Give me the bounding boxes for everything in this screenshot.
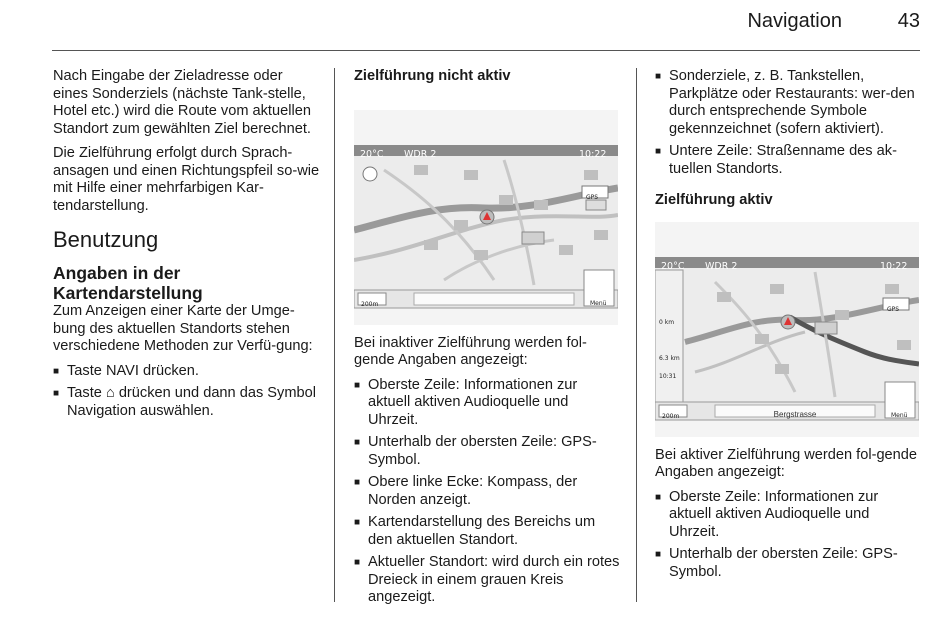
map-screenshot-active bbox=[655, 222, 919, 437]
list-item: ■ Unterhalb der obersten Zeile: GPS- Symbol. bbox=[655, 546, 921, 581]
page-header bbox=[0, 0, 950, 52]
map-screenshot-inactive bbox=[354, 110, 618, 325]
methods-list bbox=[53, 363, 321, 421]
gps-symbol: GPS bbox=[887, 305, 900, 313]
list-item: ■ Unterhalb der obersten Zeile: GPS- Symbol. bbox=[354, 434, 622, 469]
audio-station: WDR 2 bbox=[404, 148, 437, 160]
active-guidance-heading: Zielführung aktiv bbox=[655, 192, 773, 208]
gps-key: GPS bbox=[862, 546, 893, 562]
methods-paragraph: Zum Anzeigen einer Karte der Umge-bung des aktuellen Standorts stehen verschiedene Methoden zur Verfü-gung: bbox=[53, 303, 313, 354]
list-item: ■ Sonderziele, z. B. Tankstellen, Parkplätze oder Restaurants: wer-den durch entsprechende Symbole gekennzeichnet (sofern aktiviert). bbox=[655, 68, 921, 138]
map-graphic bbox=[354, 110, 618, 325]
menu-button: Menü bbox=[590, 299, 607, 307]
column-divider-2 bbox=[636, 68, 637, 602]
column-2 bbox=[354, 68, 622, 612]
list-item: ■ Aktueller Standort: wird durch ein rotes Dreieck in einem grauen Kreis angezeigt. bbox=[354, 554, 622, 607]
list-item: ■ Kartendarstellung des Bereichs um den aktuellen Standort. bbox=[354, 514, 622, 549]
active-intro: Bei aktiver Zielführung werden fol-gende Angaben angezeigt: bbox=[655, 446, 918, 480]
audio-temperature: 20°C bbox=[360, 148, 384, 160]
home-icon: ⌂ bbox=[105, 385, 115, 401]
page-number: 43 bbox=[897, 10, 920, 32]
page-title: Navigation bbox=[747, 10, 842, 32]
remaining-distance: 6.3 km bbox=[659, 354, 680, 362]
navigation-key: Navigation bbox=[67, 402, 136, 419]
guidance-paragraph: Die Zielführung erfolgt durch Sprach-ansagen und einen Richtungspfeil so-wie mit Hilfe einer mehrfarbigen Kar-tendarstellung. bbox=[53, 145, 320, 214]
list-item: ■ Taste ⌂ drücken und dann das Symbol Navigation auswählen. bbox=[53, 385, 321, 420]
column-3 bbox=[655, 68, 921, 586]
clock-time: 10:22 bbox=[579, 148, 607, 160]
column-1 bbox=[53, 68, 321, 425]
list-item: ■ Oberste Zeile: Informationen zur aktuell aktiven Audioquelle und Uhrzeit. bbox=[354, 377, 622, 430]
column-divider-1 bbox=[334, 68, 335, 602]
gps-symbol: GPS bbox=[586, 193, 599, 201]
inactive-intro: Bei inaktiver Zielführung werden fol-gende Angaben angezeigt: bbox=[354, 334, 587, 368]
clock-time: 10:22 bbox=[880, 260, 908, 272]
list-item: ■ Obere linke Ecke: Kompass, der Norden anzeigt. bbox=[354, 474, 622, 509]
active-info-list bbox=[655, 489, 921, 582]
subsection-title: Angaben in der Kartendarstellung bbox=[53, 263, 203, 303]
list-item: ■ Taste NAVI drücken. bbox=[53, 363, 321, 381]
intro-paragraph: Nach Eingabe der Zieladresse oder eines Sonderziels (nächste Tank-stelle, Hotel etc.) wird die Route vom aktuellen Standort zum gewählten Ziel berechnet. bbox=[53, 68, 311, 137]
section-title: Benutzung bbox=[53, 227, 159, 252]
next-turn-distance: 0 km bbox=[659, 318, 675, 326]
zoom-scale: 200m bbox=[662, 412, 680, 420]
list-item: ■ Untere Zeile: Straßenname des ak-tuellen Standorts. bbox=[655, 143, 921, 178]
navi-key: NAVI bbox=[105, 362, 139, 379]
street-name: Bergstrasse bbox=[773, 409, 817, 419]
inactive-guidance-heading: Zielführung nicht aktiv bbox=[354, 68, 511, 84]
audio-temperature: 20°C bbox=[661, 260, 685, 272]
arrival-time: 10:31 bbox=[659, 372, 677, 380]
gps-key: GPS bbox=[561, 434, 592, 450]
menu-button: Menü bbox=[891, 411, 908, 419]
inactive-info-list bbox=[354, 377, 622, 607]
map-info-list-continued bbox=[655, 68, 921, 178]
header-rule bbox=[52, 50, 920, 51]
zoom-scale: 200m bbox=[361, 300, 379, 308]
audio-station: WDR 2 bbox=[705, 260, 738, 272]
map-graphic bbox=[655, 222, 919, 437]
list-item: ■ Oberste Zeile: Informationen zur aktuell aktiven Audioquelle und Uhrzeit. bbox=[655, 489, 921, 542]
